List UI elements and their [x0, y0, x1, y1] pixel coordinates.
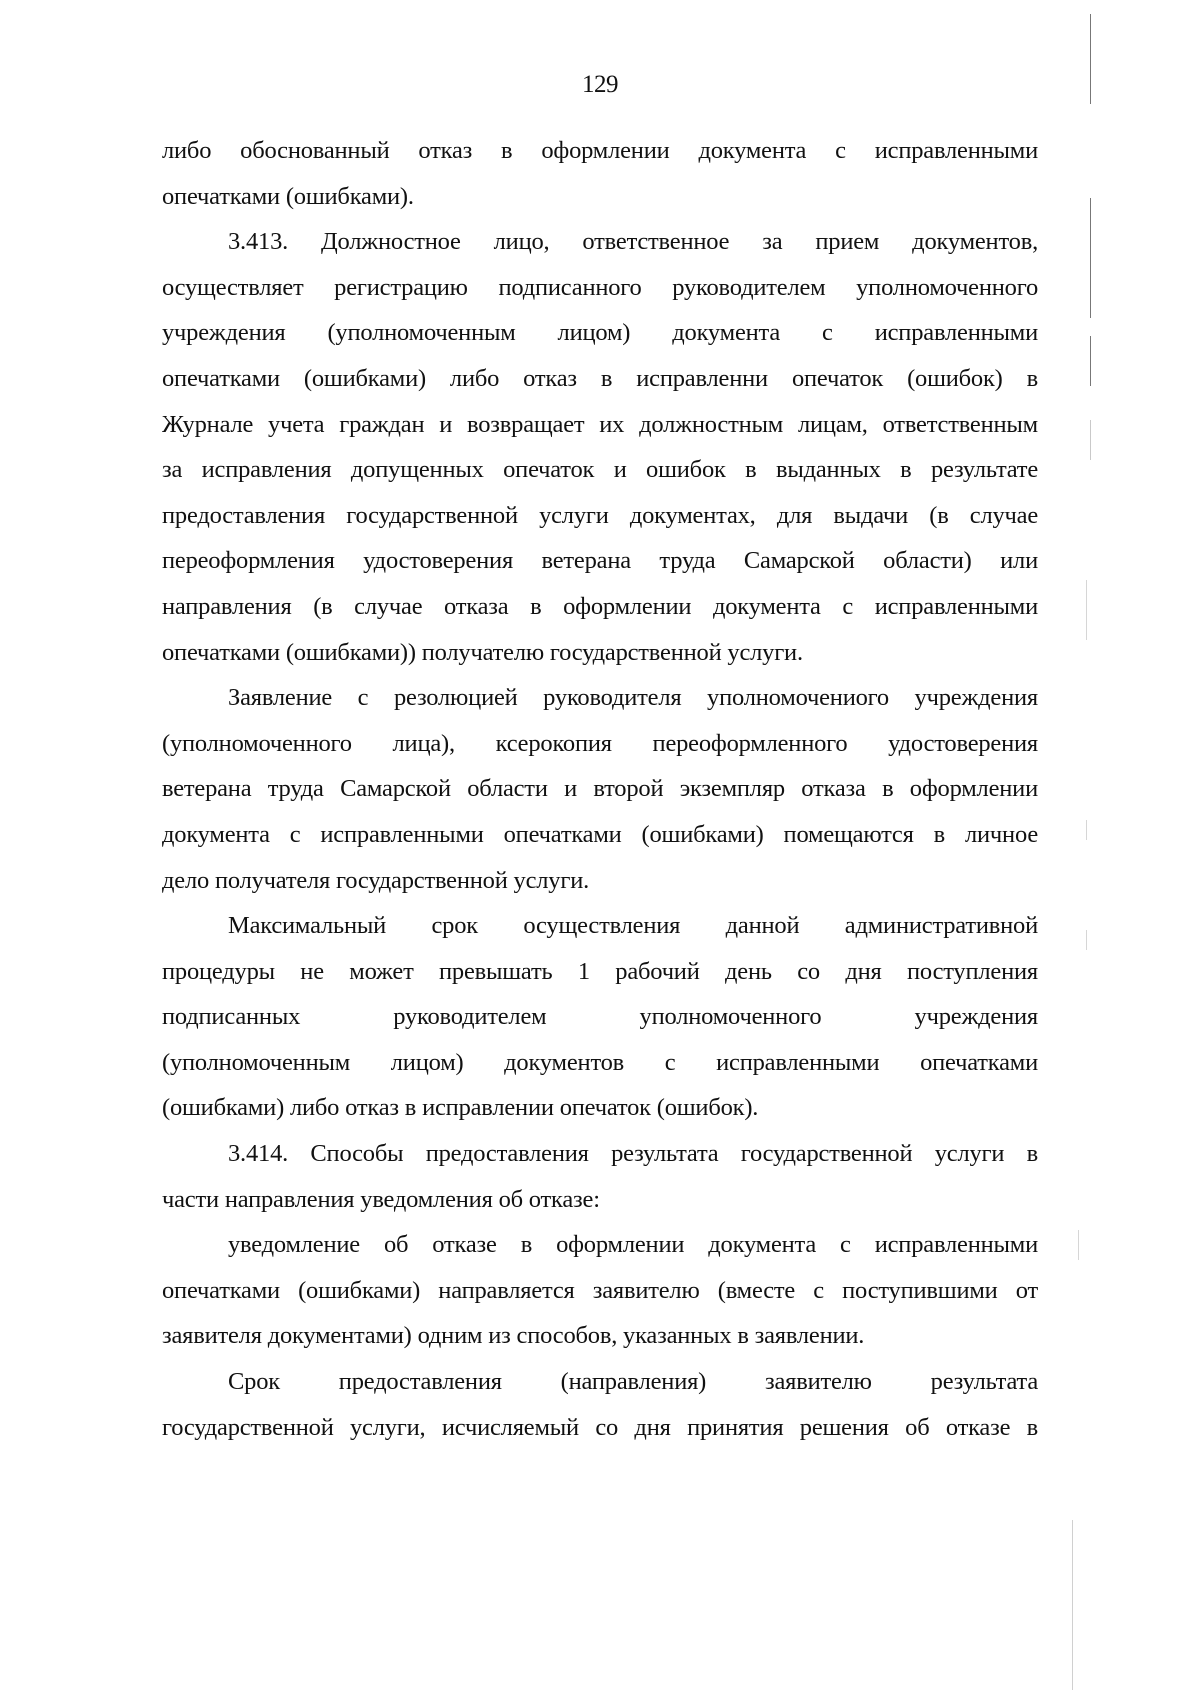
paragraph-3-414 — [162, 1131, 1038, 1222]
text-line: (уполномоченным лицом) документов с исправленными опечатками — [162, 1048, 1038, 1076]
paragraph-application-resolution — [162, 675, 1038, 903]
text-line: дело получателя государственной услуги. — [162, 866, 590, 894]
text-line: 3.414. Способы предоставления результата государственной услуги в — [228, 1140, 1038, 1168]
paragraph-delivery-term — [162, 1359, 1038, 1450]
text-line: ветерана труда Самарской области и второй экземпляр отказа в оформлении — [162, 775, 1038, 803]
text-line: государственной услуги, исчисляемый со дня принятия решения об отказе в — [162, 1413, 1038, 1441]
text-line: Заявление с резолюцией руководителя уполномочениого учреждения — [228, 684, 1038, 712]
text-line: опечатками (ошибками)) получателю государственной услуги. — [162, 638, 803, 666]
text-line: осуществляет регистрацию подписанного руководителем уполномоченного — [162, 273, 1038, 301]
text-line: опечатками (ошибками) либо отказ в исправленни опечаток (ошибок) в — [162, 364, 1038, 392]
scan-artifact-line — [1090, 420, 1091, 460]
scan-artifact-line — [1078, 1230, 1079, 1260]
text-line: опечатками (ошибками) направляется заявителю (вместе с поступившими от — [162, 1276, 1038, 1304]
scan-artifact-line — [1086, 820, 1087, 840]
paragraph-max-term — [162, 903, 1038, 1131]
text-line: Срок предоставления (направления) заявителю результата — [228, 1368, 1038, 1396]
text-line: либо обоснованный отказ в оформлении документа с исправленными — [162, 137, 1038, 164]
paragraph-3-413 — [162, 219, 1038, 675]
text-line: подписанных руководителем уполномоченного учреждения — [162, 1003, 1038, 1031]
scan-artifact-line — [1090, 14, 1091, 104]
text-line: учреждения (уполномоченным лицом) документа с исправленными — [162, 319, 1038, 347]
page-number: 129 — [582, 71, 618, 98]
text-line: документа с исправленными опечатками (ошибками) помещаются в личное — [162, 820, 1038, 848]
text-line: части направления уведомления об отказе: — [162, 1185, 600, 1213]
scan-artifact-line — [1086, 580, 1087, 640]
text-line: заявителя документами) одним из способов, указанных в заявлении. — [162, 1322, 865, 1350]
scan-artifact-line — [1090, 336, 1091, 386]
paragraph-refusal-notice — [162, 1222, 1038, 1359]
text-line: уведомление об отказе в оформлении документа с исправленными — [228, 1231, 1038, 1259]
text-line: направления (в случае отказа в оформлении документа с исправленными — [162, 592, 1038, 620]
paragraph-continuation — [162, 128, 1038, 219]
scan-artifact-line — [1090, 198, 1091, 318]
text-line: процедуры не может превышать 1 рабочий день со дня поступления — [162, 957, 1038, 985]
document-body — [162, 128, 1038, 1450]
text-line: переоформления удостоверения ветерана труда Самарской области) или — [162, 547, 1038, 575]
text-line: (ошибками) либо отказ в исправлении опечаток (ошибок). — [162, 1094, 759, 1122]
text-line: опечатками (ошибками). — [162, 182, 414, 210]
text-line: предоставления государственной услуги документах, для выдачи (в случае — [162, 501, 1038, 529]
text-line: (уполномоченного лица), ксерокопия переоформленного удостоверения — [162, 729, 1038, 757]
scan-artifact-line — [1086, 930, 1087, 950]
text-line: Журнале учета граждан и возвращает их должностным лицам, ответственным — [162, 410, 1038, 438]
scan-artifact-line — [1072, 1520, 1073, 1690]
text-line: 3.413. Должностное лицо, ответственное за прием документов, — [228, 228, 1038, 256]
text-line: за исправления допущенных опечаток и ошибок в выданных в результате — [162, 456, 1038, 484]
text-line: Максимальный срок осуществления данной административной — [228, 912, 1038, 940]
